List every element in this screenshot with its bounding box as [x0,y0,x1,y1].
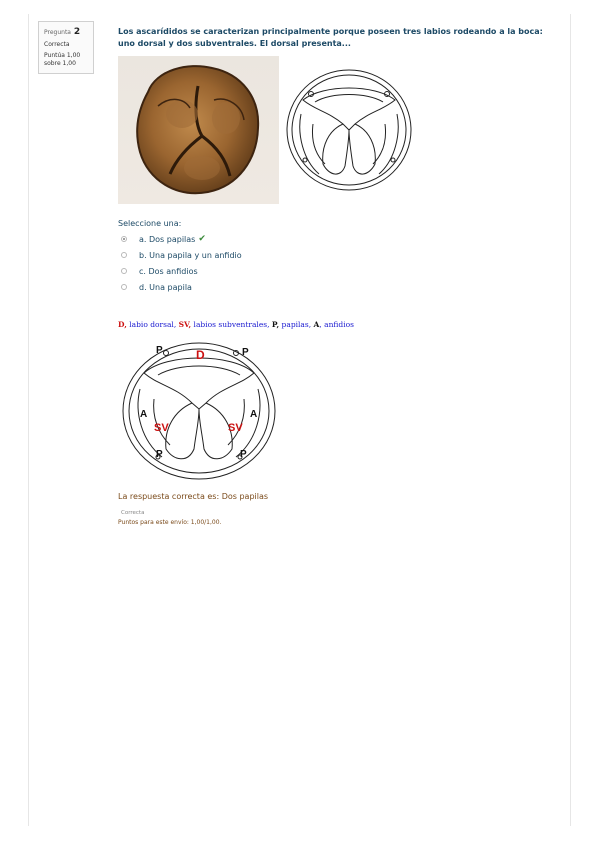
mouth-line-drawing [283,64,416,195]
attempt-grade: Puntos para este envío: 1,00/1,00. [118,519,222,526]
option-b[interactable] [121,247,242,263]
label-sv-right: SV [228,422,243,434]
radio-b[interactable] [121,252,127,258]
radio-d[interactable] [121,284,127,290]
radio-c[interactable] [121,268,127,274]
option-c-label: c. Dos anfidios [139,266,198,276]
question-info-box [38,21,94,74]
labeled-line-drawing [118,333,280,483]
label-a-right: A [250,409,258,420]
label-p-bottom-right: P [240,449,247,460]
select-prompt: Seleccione una: [118,219,182,228]
attempt-state: Correcta [121,510,145,516]
label-p-top-left: P [156,345,163,356]
question-score: Puntúa 1,00 sobre 1,00 [44,52,81,68]
question-text: Los ascarídidos se caracterizan principalmente porque poseen tres labios rodeando a la boca: uno dorsal y dos subventrales. El dorsal presenta... [118,27,543,48]
option-a-label: a. Dos papilas [139,234,196,244]
figure-legend: D, labio dorsal, SV, labios subventrales, P, papilas, A, anfidios [118,320,354,329]
ascarid-mouth-photo [118,56,279,204]
mouth-drawing [283,64,416,195]
option-d[interactable] [121,279,242,295]
answer-options [121,231,242,295]
correct-check-icon: ✔ [198,234,206,244]
photo-illustration [118,56,279,204]
option-d-label: d. Una papila [139,282,192,292]
question-status: Correcta [44,41,70,49]
question-number: Pregunta 2 [44,27,81,37]
label-p-top-right: P [242,347,249,358]
option-b-label: b. Una papila y un anfidio [139,250,242,260]
label-sv-left: SV [154,422,169,434]
right-answer-feedback: La respuesta correcta es: Dos papilas [118,492,269,501]
option-a[interactable] [121,231,242,247]
labeled-mouth-drawing [118,333,280,483]
radio-a[interactable] [121,236,127,242]
page-border-right [570,14,571,826]
label-p-bottom-left: P [156,449,163,460]
label-a-left: A [140,409,148,420]
label-d: D [196,348,205,362]
question-content [118,26,548,49]
page-border-left [28,14,29,826]
option-c[interactable] [121,263,242,279]
